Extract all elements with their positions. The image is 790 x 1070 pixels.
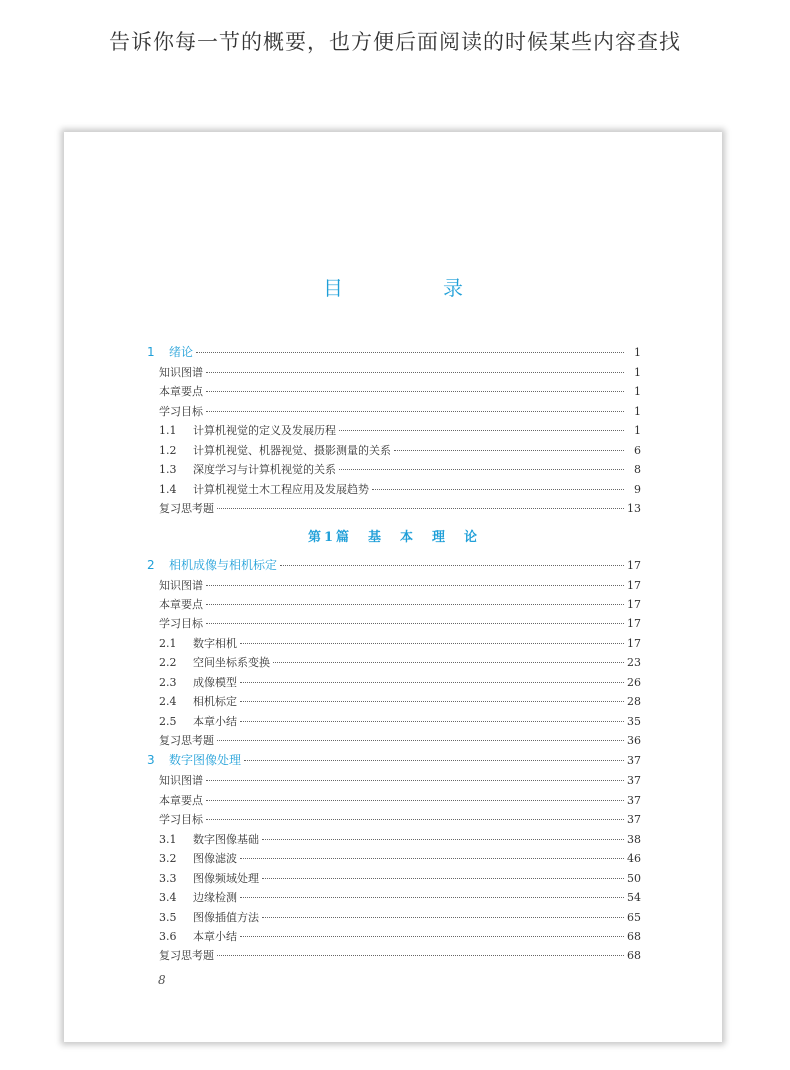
entry-page-number: 8 [634, 463, 641, 477]
dot-leader [240, 936, 624, 937]
entry-title: 本章要点 [159, 597, 203, 611]
entry-title: 学习目标 [159, 404, 203, 418]
chapter-title: 相机成像与相机标定 [169, 557, 278, 572]
entry-label [147, 596, 203, 612]
entry-label [147, 674, 237, 690]
chapter-number: 2 [147, 557, 155, 572]
page-number: 8 [158, 973, 166, 987]
dot-leader [262, 878, 624, 879]
entry-page-number: 46 [627, 852, 641, 866]
toc-subitem-row[interactable] [147, 811, 641, 830]
toc-subitem-row[interactable] [147, 615, 641, 634]
entry-title: 深度学习与计算机视觉的关系 [193, 463, 336, 477]
section-number: 1.2 [159, 443, 177, 457]
entry-label [147, 772, 203, 788]
part-heading: 第1篇 基 本 理 论 [307, 529, 481, 545]
dot-leader [262, 839, 624, 840]
toc-section-row[interactable] [147, 635, 641, 654]
entry-title: 空间坐标系变换 [193, 656, 270, 670]
dot-leader [217, 508, 624, 509]
toc-section-row[interactable] [147, 674, 641, 693]
entry-page-number: 26 [627, 675, 641, 689]
entry-label [147, 577, 203, 593]
toc-subitem-row[interactable] [147, 577, 641, 596]
entry-label [147, 500, 214, 516]
toc-subitem-row[interactable] [147, 383, 641, 402]
entry-page-number: 9 [634, 482, 641, 496]
chapter-title: 绪论 [169, 345, 194, 359]
toc-section-row[interactable] [147, 850, 641, 869]
toc-section-row[interactable] [147, 909, 641, 928]
entry-label [147, 442, 391, 458]
entry-page-number: 1 [634, 366, 641, 379]
section-number: 3.5 [159, 910, 177, 924]
dot-leader [217, 740, 624, 741]
dot-leader [196, 352, 624, 353]
toc-subitem-row[interactable] [147, 792, 641, 811]
entry-title: 数字相机 [193, 636, 237, 650]
entry-label [147, 713, 237, 729]
toc-title: 目 录 [323, 276, 503, 300]
entry-title: 边缘检测 [193, 891, 237, 905]
section-number: 2.5 [159, 714, 177, 728]
dot-leader [339, 469, 624, 470]
page-caption: 告诉你每一节的概要，也方便后面阅读的时候某些内容查找 [109, 30, 681, 54]
chapter-label [147, 751, 241, 768]
entry-label [147, 831, 259, 847]
entry-title: 学习目标 [159, 617, 203, 631]
entry-title: 数字图像基础 [193, 832, 259, 846]
entry-page-number: 35 [627, 714, 641, 728]
dot-leader [217, 955, 624, 956]
entry-page-number: 37 [627, 793, 641, 807]
entry-page-number: 17 [627, 578, 641, 592]
section-number: 2.2 [159, 656, 177, 670]
entry-page-number: 1 [634, 424, 641, 438]
toc-section-row[interactable] [147, 422, 641, 441]
entry-title: 本章小结 [193, 929, 237, 943]
entry-page-number: 50 [627, 871, 641, 885]
toc-section-row[interactable] [147, 693, 641, 712]
toc-section-row[interactable] [147, 654, 641, 673]
entry-title: 计算机视觉、机器视觉、摄影测量的关系 [193, 443, 391, 457]
toc-subitem-row[interactable] [147, 403, 641, 422]
toc-chapter-row[interactable] [147, 751, 641, 772]
section-number: 1.1 [159, 424, 177, 438]
entry-title: 相机标定 [193, 695, 237, 709]
entry-page-number: 1 [634, 404, 641, 418]
entry-title: 本章要点 [159, 793, 203, 807]
entry-page-number: 54 [627, 891, 641, 905]
chapter-page-number: 17 [627, 558, 641, 572]
toc-subitem-row[interactable] [147, 772, 641, 791]
entry-label [147, 792, 203, 808]
entry-page-number: 38 [627, 832, 641, 846]
entry-label [147, 615, 203, 631]
chapter-title: 数字图像处理 [169, 753, 242, 768]
entry-title: 计算机视觉土木工程应用及发展趋势 [193, 482, 369, 496]
dot-leader [206, 585, 624, 586]
entry-title: 复习思考题 [159, 734, 214, 747]
dot-leader [206, 623, 624, 624]
entry-label [147, 889, 237, 905]
dot-leader [206, 819, 624, 820]
entry-label [147, 364, 203, 380]
toc-chapter-row[interactable] [147, 556, 641, 577]
dot-leader [339, 430, 624, 431]
toc-section-row[interactable] [147, 870, 641, 889]
toc-section-row[interactable] [147, 461, 641, 480]
entry-label [147, 654, 270, 670]
toc-chapter-row[interactable] [147, 343, 641, 364]
entry-label [147, 461, 336, 477]
entry-title: 成像模型 [193, 675, 237, 689]
entry-label [147, 909, 259, 925]
section-number: 3.3 [159, 871, 177, 885]
dot-leader [240, 643, 624, 644]
entry-page-number: 37 [627, 774, 641, 788]
entry-label [147, 870, 259, 886]
entry-title: 学习目标 [159, 813, 203, 827]
toc-section-row[interactable] [147, 831, 641, 850]
dot-leader [273, 662, 624, 663]
entry-title: 图像频域处理 [193, 871, 259, 885]
section-number: 2.3 [159, 675, 177, 689]
entry-label [147, 403, 203, 419]
entry-title: 知识图谱 [159, 366, 203, 379]
dot-leader [244, 760, 624, 761]
dot-leader [206, 604, 624, 605]
dot-leader [240, 701, 624, 702]
dot-leader [372, 489, 624, 490]
toc-section-row[interactable] [147, 481, 641, 500]
toc-subitem-row[interactable] [147, 364, 641, 383]
entry-page-number: 6 [634, 443, 641, 457]
entry-page-number: 23 [627, 656, 641, 670]
dot-leader [206, 391, 624, 392]
chapter-label [147, 343, 193, 360]
toc-section-row[interactable] [147, 442, 641, 461]
entry-page-number: 28 [627, 695, 641, 709]
entry-page-number: 36 [627, 734, 641, 747]
entry-page-number: 17 [627, 617, 641, 631]
toc-subitem-row[interactable] [147, 947, 641, 966]
dot-leader [240, 858, 624, 859]
dot-leader [240, 721, 624, 722]
dot-leader [262, 917, 624, 918]
entry-label [147, 481, 369, 497]
entry-title: 图像插值方法 [193, 910, 259, 924]
table-of-contents [147, 343, 641, 967]
section-number: 1.3 [159, 463, 177, 477]
entry-title: 本章要点 [159, 385, 203, 399]
dot-leader [206, 780, 624, 781]
entry-page-number: 17 [627, 597, 641, 611]
entry-label [147, 635, 237, 651]
section-number: 3.4 [159, 891, 177, 905]
entry-label [147, 811, 203, 827]
entry-title: 本章小结 [193, 714, 237, 728]
entry-label [147, 850, 237, 866]
entry-page-number: 17 [627, 636, 641, 650]
entry-title: 计算机视觉的定义及发展历程 [193, 424, 336, 438]
toc-subitem-row[interactable] [147, 732, 641, 751]
toc-section-row[interactable] [147, 713, 641, 732]
toc-subitem-row[interactable] [147, 500, 641, 519]
chapter-number: 3 [147, 753, 155, 768]
section-number: 1.4 [159, 482, 177, 496]
entry-page-number: 68 [627, 929, 641, 943]
entry-title: 知识图谱 [159, 578, 203, 592]
toc-section-row[interactable] [147, 928, 641, 947]
entry-label [147, 422, 336, 438]
entry-page-number: 65 [627, 910, 641, 924]
section-number: 3.6 [159, 929, 177, 943]
entry-page-number: 68 [627, 949, 641, 963]
dot-leader [394, 450, 624, 451]
book-page [64, 132, 722, 1042]
entry-page-number: 37 [627, 813, 641, 827]
entry-title: 复习思考题 [159, 502, 214, 516]
chapter-number: 1 [147, 345, 155, 359]
entry-title: 复习思考题 [159, 949, 214, 963]
entry-label [147, 947, 214, 963]
dot-leader [206, 372, 624, 373]
dot-leader [206, 800, 624, 801]
chapter-page-number: 1 [634, 346, 641, 359]
chapter-label [147, 556, 277, 573]
section-number: 3.1 [159, 832, 177, 846]
toc-section-row[interactable] [147, 889, 641, 908]
entry-title: 图像滤波 [193, 852, 237, 866]
dot-leader [280, 565, 624, 566]
entry-label [147, 383, 203, 399]
toc-subitem-row[interactable] [147, 596, 641, 615]
entry-label [147, 693, 237, 709]
entry-label [147, 732, 214, 748]
section-number: 2.4 [159, 695, 177, 709]
chapter-page-number: 37 [627, 754, 641, 768]
section-number: 2.1 [159, 636, 177, 650]
dot-leader [206, 411, 624, 412]
entry-label [147, 928, 237, 944]
dot-leader [240, 682, 624, 683]
entry-title: 知识图谱 [159, 774, 203, 788]
section-number: 3.2 [159, 852, 177, 866]
dot-leader [240, 897, 624, 898]
entry-page-number: 13 [627, 502, 641, 516]
entry-page-number: 1 [634, 385, 641, 399]
